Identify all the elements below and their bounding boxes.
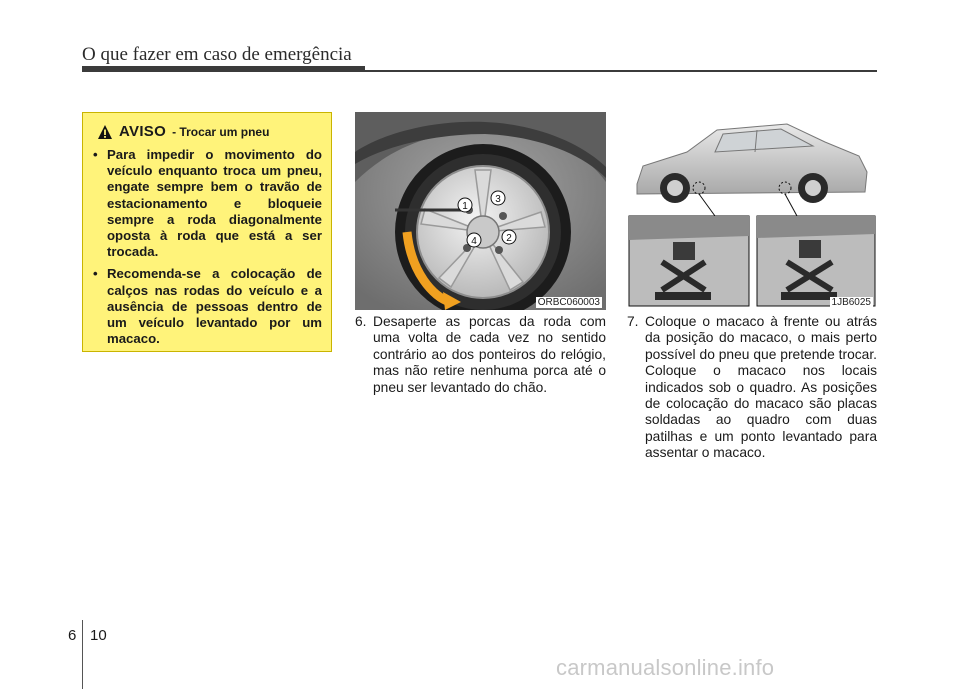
figure-jack-points xyxy=(627,112,877,310)
warning-triangle-icon xyxy=(97,124,113,140)
step-text: Coloque o macaco à frente ou atrás da posição do macaco, o mais perto possível do pneu que pretende trocar. Coloque o macaco nos locais indicados sob o quadro. As posições de colocação do macaco são placas soldadas ao quadro com duas patilhas e um ponto levantado para assentar o macaco. xyxy=(645,314,877,461)
header-rule-thin xyxy=(365,70,877,72)
step-number: 6. xyxy=(355,314,367,329)
warning-item: • Para impedir o movimento do veículo enquanto troca um pneu, engate sempre bem o travão de estacionamento e bloqueie sempre a roda diagonalmente oposta à roda que está a ser trocada. xyxy=(93,147,322,260)
bullet-icon: • xyxy=(93,266,98,282)
warning-word: AVISO xyxy=(119,123,167,140)
wheel-lug-nut-illustration xyxy=(355,112,606,310)
footer-divider xyxy=(82,620,83,689)
bullet-icon: • xyxy=(93,147,98,162)
figure-code: ORBC060003 xyxy=(537,297,600,308)
watermark: carmanualsonline.info xyxy=(556,655,775,680)
figure-wheel-lug-nuts xyxy=(355,112,606,310)
car-jack-illustration xyxy=(627,112,877,310)
lug-label-2: 2 xyxy=(506,233,512,244)
step-7 xyxy=(627,314,877,462)
warning-title xyxy=(97,123,269,140)
step-text: Desaperte as porcas da roda com uma volta de cada vez no sentido contrário ao dos ponteiros do relógio, mas não retire nenhuma porca até o pneu ser levantado do chão. xyxy=(373,314,606,395)
lug-label-3: 3 xyxy=(495,194,501,205)
page-header-title: O que fazer em caso de emergência xyxy=(82,44,352,65)
page-number: 10 xyxy=(90,627,107,644)
step-6 xyxy=(355,314,606,396)
warning-box xyxy=(82,112,332,352)
warning-list xyxy=(91,147,322,353)
figure-code: 1JB6025 xyxy=(831,297,871,308)
warning-subtitle: - Trocar um pneu xyxy=(172,124,270,139)
lug-label-4: 4 xyxy=(471,236,477,247)
step-number: 7. xyxy=(627,314,639,329)
chapter-number: 6 xyxy=(68,627,77,644)
warning-item: • Recomenda-se a colocação de calços nas rodas do veículo e a ausência de pessoas dentro de um veículo levantado por um macaco. xyxy=(93,266,322,347)
lug-label-1: 1 xyxy=(462,201,468,212)
header-rule-thick xyxy=(82,66,365,72)
